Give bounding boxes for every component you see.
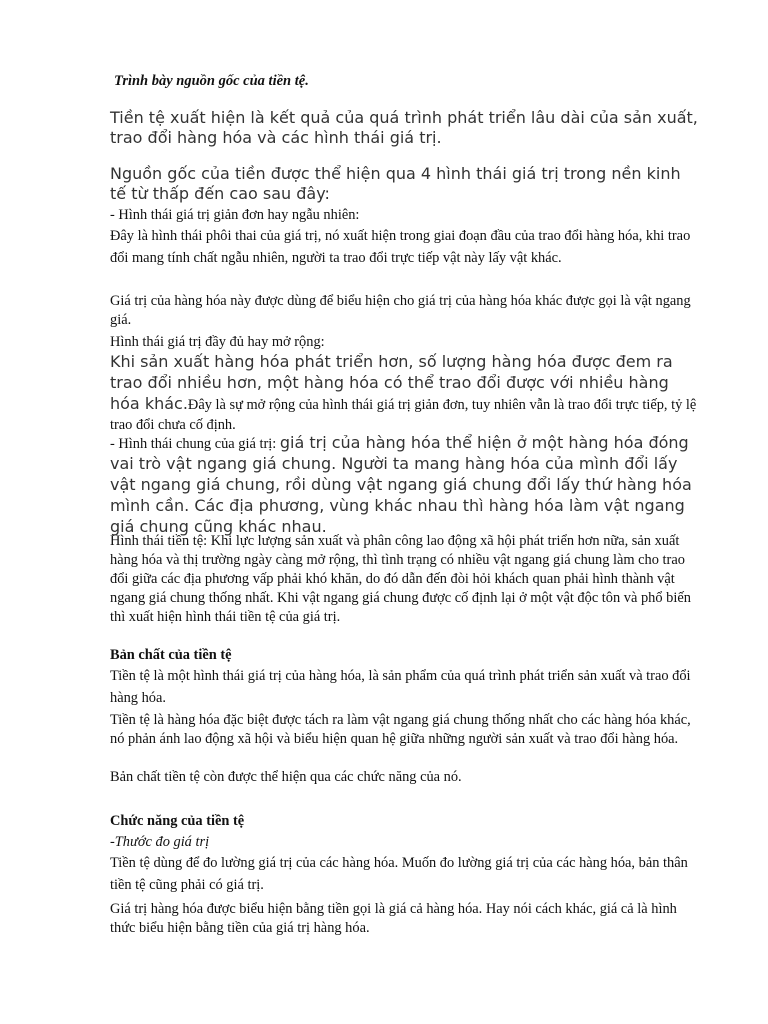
- functions-paragraph-2: Giá trị hàng hóa được biểu hiện bằng tiền gọi là giá cả hàng hóa. Hay nói cách khác, giá cả là hình thức biểu hiện bằng tiền của giá trị hàng hóa.: [110, 901, 677, 936]
- functions-paragraph-1: Tiền tệ dùng để đo lường giá trị của các hàng hóa. Muốn đo lường giá trị của các hàng hóa, bản thân tiền tệ cũng phải có giá trị.: [110, 855, 688, 893]
- nature-paragraph-2: Tiền tệ là hàng hóa đặc biệt được tách ra làm vật ngang giá chung thống nhất cho các hàng hóa khác, nó phản ánh lao động xã hội và biểu hiện quan hệ giữa những người sản xuất và trao đổi hàng hóa.: [110, 712, 691, 747]
- form3-serif-text: - Hình thái chung của giá trị:: [110, 436, 277, 452]
- form2-paragraph: [110, 352, 700, 435]
- functions-subheading-measure: -Thước đo giá trị: [110, 834, 210, 850]
- form3-sans-text: giá trị của hàng hóa thể hiện ở một hàng hóa đóng vai trò vật ngang giá chung. Người ta mang hàng hóa của mình đổi lấy vật ngang giá chung, rồi dùng vật ngang giá chung đổi lấy thứ hàng hóa mình cần. Các địa phương, vùng khác nhau thì hàng hóa làm vật ngang giá chung cũng khác nhau.: [110, 433, 692, 536]
- form1-paragraph-2: Giá trị của hàng hóa này được dùng để biểu hiện cho giá trị của hàng hóa khác được gọi là vật ngang giá.: [110, 293, 691, 328]
- form2-heading: Hình thái giá trị đầy đủ hay mở rộng:: [110, 334, 325, 350]
- form1-heading: - Hình thái giá trị giản đơn hay ngẫu nhiên:: [110, 207, 360, 223]
- nature-paragraph-1: Tiền tệ là một hình thái giá trị của hàng hóa, là sản phẩm của quá trình phát triển sản xuất và trao đổi hàng hóa.: [110, 668, 691, 706]
- form2-sans-text: Khi sản xuất hàng hóa phát triển hơn, số lượng hàng hóa được đem ra trao đổi nhiều hơn, một hàng hóa có thể trao đổi được với nhiều hàng hóa khác.: [110, 352, 673, 413]
- form1-paragraph-1: Đây là hình thái phôi thai của giá trị, nó xuất hiện trong giai đoạn đầu của trao đổi hàng hóa, khi trao đổi mang tính chất ngẫu nhiên, người ta trao đổi trực tiếp vật này lấy vật khác.: [110, 228, 691, 266]
- document-title: Trình bày nguồn gốc của tiền tệ.: [114, 73, 309, 89]
- origin-intro-paragraph: Nguồn gốc của tiền được thể hiện qua 4 hình thái giá trị trong nền kinh tế từ thấp đến cao sau đây:: [110, 164, 681, 203]
- intro-paragraph: Tiền tệ xuất hiện là kết quả của quá trình phát triển lâu dài của sản xuất, trao đổi hàng hóa và các hình thái giá trị.: [110, 108, 698, 147]
- nature-heading: Bản chất của tiền tệ: [110, 647, 232, 663]
- form2-serif-text: Đây là sự mở rộng của hình thái giá trị giản đơn, tuy nhiên vẫn là trao đổi trực tiếp, tỷ lệ trao đổi chưa cố định.: [110, 397, 697, 433]
- form4-paragraph: Hình thái tiền tệ: Khi lực lượng sản xuất và phân công lao động xã hội phát triển hơn nữa, sản xuất hàng hóa và thị trường ngày càng mở rộng, thì tình trạng có nhiều vật ngang giá chung làm cho trao đổi giữa các địa phương vấp phải khó khăn, do đó dẫn đến đòi hỏi khách quan phải hình thành vật ngang giá chung thống nhất. Khi vật ngang giá chung được cố định lại ở một vật độc tôn và phổ biến thì xuất hiện hình thái tiền tệ của giá trị.: [110, 533, 691, 625]
- form3-paragraph: [110, 433, 700, 538]
- functions-heading: Chức năng của tiền tệ: [110, 813, 245, 829]
- nature-paragraph-3: Bản chất tiền tệ còn được thể hiện qua các chức năng của nó.: [110, 769, 462, 785]
